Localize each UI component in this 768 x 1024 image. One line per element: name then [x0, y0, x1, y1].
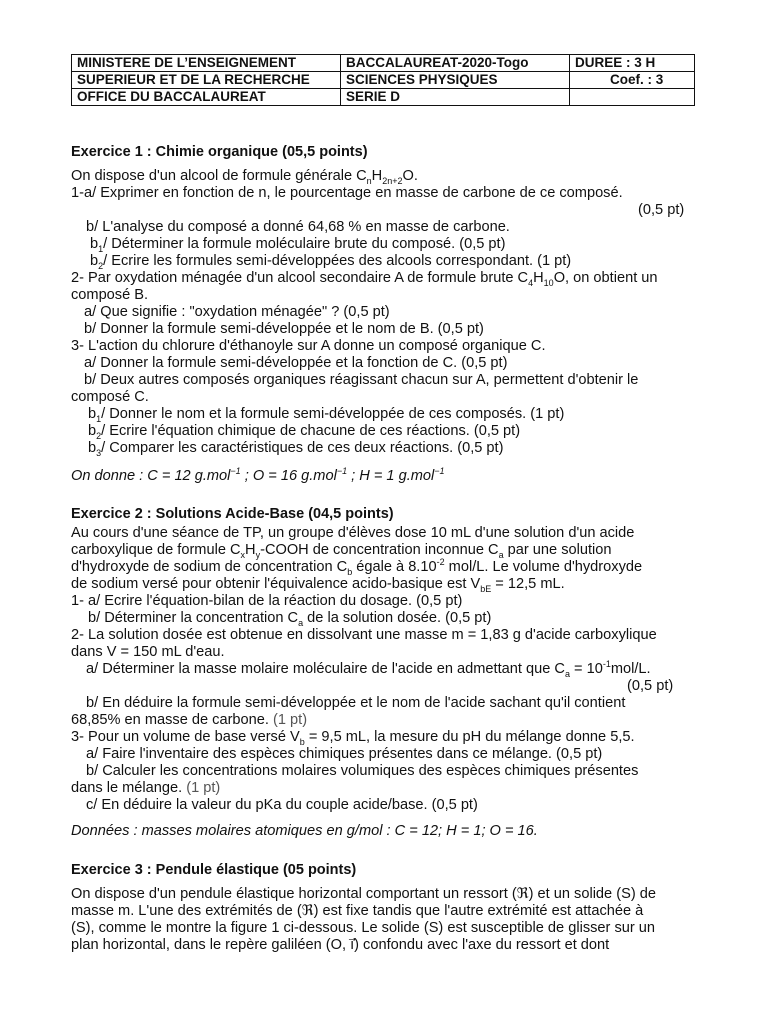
ex2-line: c/ En déduire la valeur du pKa du couple acide/base. (0,5 pt): [86, 797, 478, 813]
ex1-data: On donne : C = 12 g.mol$^{-1}$ ; O = 16 g.mol$^{-1}$ ; H = 1 g.mol$^{-1}$: [71, 466, 445, 484]
exercise-2-title: Exercice 2 : Solutions Acide-Base (04,5 points): [71, 506, 394, 522]
series: SERIE D: [341, 89, 570, 106]
duration: DUREE : 3 H: [570, 55, 695, 72]
exercise-1-title: Exercice 1 : Chimie organique (05,5 points): [71, 144, 368, 160]
ex2-points: (0,5 pt): [627, 678, 674, 694]
ex2-line: 3- Pour un volume de base versé $V_b = 9,5$ mL, la mesure du pH du mélange donne 5,5.: [71, 729, 635, 747]
ex3-line: plan horizontal, dans le repère galiléen (O, i⃗) confondu avec l'axe du ressort et dont: [71, 937, 610, 953]
ex2-data: Données : masses molaires atomiques en g/mol : C = 12; H = 1; O = 16.: [71, 823, 538, 839]
ministry-line-1: MINISTERE DE L’ENSEIGNEMENT: [72, 55, 341, 72]
ex2-line: 1- a/ Ecrire l'équation-bilan de la réaction du dosage. (0,5 pt): [71, 593, 463, 609]
ex1-line: 2- Par oxydation ménagée d'un alcool secondaire A de formule brute $C_4H_{10}O$, on obtient un: [71, 270, 658, 288]
ex1-line: $b_1/$ Donner le nom et la formule semi-développée de ces composés. (1 pt): [88, 406, 565, 424]
ex3-line: masse m. L'une des extrémités de (ℜ) est fixe tandis que l'autre extrémité est attachée à: [71, 903, 644, 919]
ex3-line: On dispose d'un pendule élastique horizontal comportant un ressort (ℜ) et un solide (S) de: [71, 886, 656, 902]
ex2-line: carboxylique de formule $C_xH_y$-COOH de concentration inconnue $C_a$ par une solution: [71, 542, 612, 560]
exam-header-table: [71, 54, 695, 106]
header-row: [72, 72, 695, 89]
ex1-line: b/ Deux autres composés organiques réagissant chacun sur A, permettent d'obtenir le: [84, 372, 639, 388]
ex1-line: 1-a/ Exprimer en fonction de n, le pourcentage en masse de carbone de ce composé.: [71, 185, 623, 201]
exam-name: BACCALAUREAT-2020-Togo: [341, 55, 570, 72]
ex1-line: $b_1/$ Déterminer la formule moléculaire brute du composé. (0,5 pt): [90, 236, 506, 254]
ex1-line: b/ Donner la formule semi-développée et le nom de B. (0,5 pt): [84, 321, 484, 337]
ex1-line: $b_2/$ Ecrire l'équation chimique de chacune de ces réactions. (0,5 pt): [88, 423, 521, 441]
ex1-line: b/ L'analyse du composé a donné 64,68 % en masse de carbone.: [86, 219, 510, 235]
ex2-line: 68,85% en masse de carbone. (1 pt): [71, 712, 308, 728]
ministry-line-2: SUPERIEUR ET DE LA RECHERCHE: [72, 72, 341, 89]
ex2-line: Au cours d'une séance de TP, un groupe d'élèves dose 10 mL d'une solution d'un acide: [71, 525, 635, 541]
subject: SCIENCES PHYSIQUES: [341, 72, 570, 89]
ex2-line: b/ Calculer les concentrations molaires volumiques des espèces chimiques présentes: [86, 763, 639, 779]
ex1-line: On dispose d'un alcool de formule générale $C_nH_{2n+2}O$.: [71, 168, 418, 186]
ex2-line: dans le mélange. (1 pt): [71, 780, 221, 796]
ex2-line: dans V = 150 mL d'eau.: [71, 644, 225, 660]
ex2-line: de sodium versé pour obtenir l'équivalence acido-basique est $V_{bE} = 12,5$ mL.: [71, 576, 565, 594]
ex2-line: d'hydroxyde de sodium de concentration $C_b$ égale à $8.10^{-2}$ mol/L. Le volume d'hydroxyde: [71, 557, 643, 577]
ex2-line: a/ Faire l'inventaire des espèces chimiques présentes dans ce mélange. (0,5 pt): [86, 746, 603, 762]
empty-cell: [570, 89, 695, 106]
ex1-line: composé B.: [71, 287, 149, 303]
office: OFFICE DU BACCALAUREAT: [72, 89, 341, 106]
ex1-line: $b_3/$ Comparer les caractéristiques de ces deux réactions. (0,5 pt): [88, 440, 504, 458]
ex1-line: composé C.: [71, 389, 149, 405]
coefficient: Coef. : 3: [570, 72, 695, 89]
exercise-3-title: Exercice 3 : Pendule élastique (05 points): [71, 862, 357, 878]
ex3-line: (S), comme le montre la figure 1 ci-dessous. Le solide (S) est susceptible de glisser sur un: [71, 920, 655, 936]
ex1-line: a/ Donner la formule semi-développée et la fonction de C. (0,5 pt): [84, 355, 508, 371]
header-row: [72, 55, 695, 72]
header-row: [72, 89, 695, 106]
ex1-line: a/ Que signifie : "oxydation ménagée" ? (0,5 pt): [84, 304, 390, 320]
ex1-line: $b_2/$ Ecrire les formules semi-développées des alcools correspondant. (1 pt): [90, 253, 572, 271]
ex2-line: a/ Déterminer la masse molaire moléculaire de l'acide en admettant que $C_a = 10^{-1}mol/L$.: [86, 659, 651, 679]
ex2-line: b/ Déterminer la concentration $C_a$ de la solution dosée. (0,5 pt): [88, 610, 492, 628]
ex1-line: 3- L'action du chlorure d'éthanoyle sur A donne un composé organique C.: [71, 338, 546, 354]
ex1-points: (0,5 pt): [638, 202, 685, 218]
ex2-line: b/ En déduire la formule semi-développée et le nom de l'acide sachant qu'il contient: [86, 695, 626, 711]
ex2-line: 2- La solution dosée est obtenue en dissolvant une masse m = 1,83 g d'acide carboxylique: [71, 627, 657, 643]
